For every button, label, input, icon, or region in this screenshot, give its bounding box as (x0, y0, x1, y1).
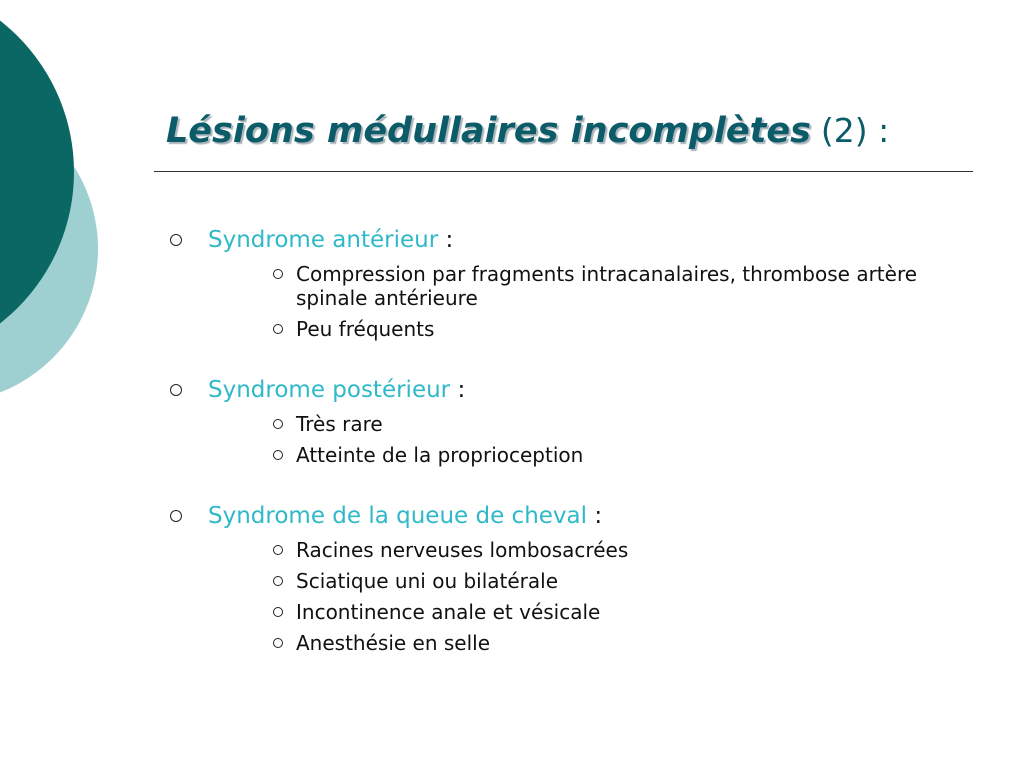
section-heading (208, 222, 453, 258)
hollow-circle-bullet-icon (170, 234, 182, 246)
list-item (270, 600, 936, 624)
list-item (270, 569, 936, 593)
hollow-circle-bullet-icon (170, 384, 182, 396)
list-item (270, 538, 936, 562)
sub-bullet-list (170, 412, 990, 467)
list-item (270, 317, 936, 341)
sub-bullet-list (170, 538, 990, 655)
hollow-circle-bullet-icon (273, 419, 283, 429)
list-item-text: Racines nerveuses lombosacrées (296, 538, 629, 562)
list-item-text: Atteinte de la proprioception (296, 443, 584, 467)
list-item-text: Incontinence anale et vésicale (296, 600, 601, 624)
list-item (270, 631, 936, 655)
section-syndrome-anterieur (170, 222, 990, 341)
level1-item (170, 498, 990, 534)
list-item-text: Peu fréquents (296, 317, 435, 341)
title-suffix-text: (2) : (820, 111, 890, 150)
title-main-text: Lésions médullaires incomplètes (166, 111, 811, 151)
sub-bullet-list (170, 262, 990, 341)
list-item (270, 412, 936, 436)
hollow-circle-bullet-icon (273, 545, 283, 555)
section-heading-label: Syndrome antérieur (208, 227, 439, 253)
hollow-circle-bullet-icon (273, 269, 283, 279)
hollow-circle-bullet-icon (170, 510, 182, 522)
section-heading-label: Syndrome de la queue de cheval (208, 503, 588, 529)
list-item-text: Compression par fragments intracanalaires, thrombose artère spinale antérieure (296, 262, 918, 310)
list-item (270, 443, 936, 467)
list-item (270, 262, 936, 310)
section-heading-colon: : (450, 377, 466, 403)
list-item-text: Très rare (296, 412, 383, 436)
level1-item (170, 372, 990, 408)
list-item-text: Anesthésie en selle (296, 631, 491, 655)
section-heading-colon: : (587, 503, 603, 529)
section-heading-label: Syndrome postérieur (208, 377, 451, 403)
hollow-circle-bullet-icon (273, 450, 283, 460)
hollow-circle-bullet-icon (273, 638, 283, 648)
hollow-circle-bullet-icon (273, 324, 283, 334)
section-heading-colon: : (438, 227, 454, 253)
level1-item (170, 222, 990, 258)
slide-content (170, 222, 990, 686)
slide-title (166, 106, 889, 156)
list-item-text: Sciatique uni ou bilatérale (296, 569, 559, 593)
hollow-circle-bullet-icon (273, 576, 283, 586)
section-syndrome-posterieur (170, 372, 990, 467)
section-syndrome-queue-de-cheval (170, 498, 990, 655)
title-divider (154, 171, 973, 172)
section-heading (208, 498, 602, 534)
section-heading (208, 372, 465, 408)
hollow-circle-bullet-icon (273, 607, 283, 617)
